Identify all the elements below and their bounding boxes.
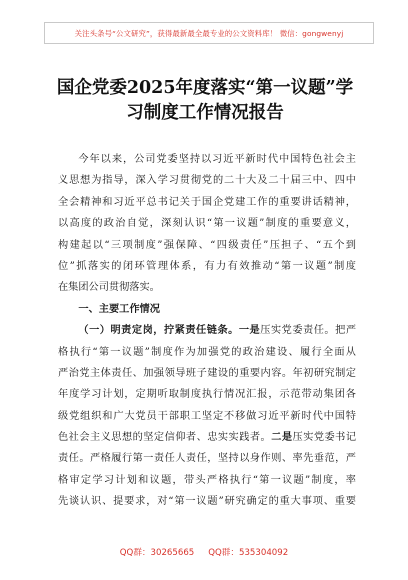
point-lead: 二是 <box>271 431 293 444</box>
intro-line: 以高度的政治自觉，深刻认识“第一议题”制度的重要意义， <box>58 218 356 230</box>
paragraph-line <box>58 427 356 448</box>
paragraph-line: 先谈认识、提要求，对“第一议题”研究确定的重大事项、重要 <box>58 496 356 508</box>
intro-line: 全会精神和习近平总书记关于国企党建工作的重要讲话精神， <box>58 196 356 208</box>
point-lead: 一是 <box>238 324 261 337</box>
qq-group-2: QQ群：535304092 <box>208 548 289 558</box>
intro-line: 位”抓落实的闭环管理体系，有力有效推动“第一议题”制度 <box>58 260 356 272</box>
paragraph-line: 格审定学习计划和议题，带头严格执行“第一议题”制度，率 <box>58 474 356 486</box>
paragraph-line: 严治党主体责任、加强领导班子建设的重要内容。年初研究制定 <box>58 367 356 379</box>
title-line-2: 习制度工作情况报告 <box>126 103 284 123</box>
header-banner <box>44 22 374 44</box>
title-line-1: 国企党委2025年度落实“第一议题”学 <box>56 78 354 98</box>
paragraph-text: 色社会主义思想的坚定信仰者、忠实实践者。 <box>58 432 272 444</box>
paragraph-line: 责任。严格履行第一责任人责任，坚持以身作则、率先垂范，严 <box>58 453 356 465</box>
intro-line: 构建起以“三项制度”强保障、“四级责任”压担子、“五个到 <box>58 239 356 251</box>
subsection-heading: （一）明责定岗，拧紧责任链条。 <box>78 324 239 337</box>
footer-contact <box>0 546 408 558</box>
intro-line: 义思想为指导，深入学习贯彻党的二十大及二十届三中、四中 <box>58 175 356 187</box>
point-text: 压实党委书记 <box>292 432 357 444</box>
section-heading: 一、主要工作情况 <box>78 303 160 315</box>
point-text: 压实党委责任。把严 <box>260 325 357 337</box>
intro-line: 今年以来，公司党委坚持以习近平新时代中国特色社会主 <box>78 154 356 165</box>
intro-line: 在集团公司贯彻落实。 <box>58 282 160 294</box>
paragraph-line: 格执行“第一议题”制度作为加强党的政治建设、履行全面从 <box>58 346 356 358</box>
paragraph-line: 年度学习计划，定期听取制度执行情况汇报，示范带动集团各 <box>58 389 356 401</box>
qq-group-1: QQ群：30265665 <box>119 548 195 558</box>
subsection-line <box>58 320 356 341</box>
document-body <box>58 149 356 513</box>
paragraph-line: 级党组织和广大党员干部职工坚定不移做习近平新时代中国特 <box>58 410 356 422</box>
banner-text: 关注头条号“公文研究”，获得最新最全最专业的公文资料库！ 微信：gongwenyj <box>74 28 344 38</box>
document-title <box>40 76 370 126</box>
